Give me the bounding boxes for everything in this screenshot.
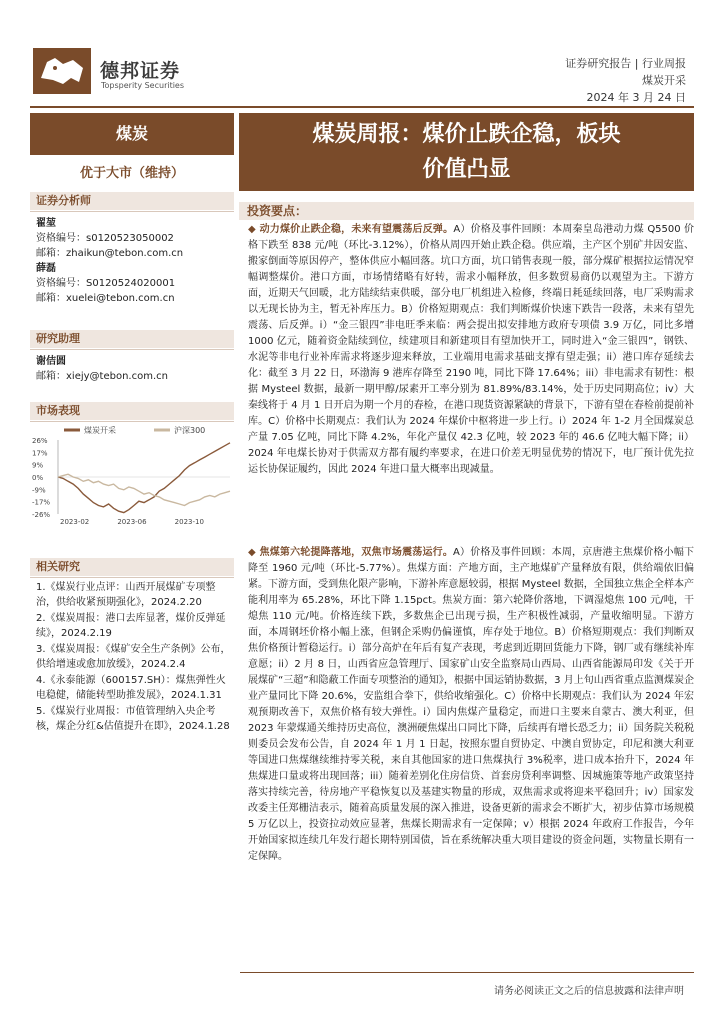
point-1 [248,222,694,478]
logo-text: 德邦证券 [100,60,181,82]
series-line-0 [58,443,230,513]
footer-divider [240,972,694,973]
title-line-2: 价值凸显 [422,157,511,182]
y-tick-label: 17% [32,449,48,458]
bullet-icon: ◆ [248,224,260,235]
legend-label: 煤炭开采 [84,426,116,435]
related-report-item[interactable]: 3.《煤炭周报：《煤矿安全生产条例》公布，供给增速或愈加放缓》，2024.2.4 [36,644,231,670]
logo-english: Topsperity Securities [101,81,185,90]
bullet-icon: ◆ [248,547,260,558]
title-line-1: 煤炭周报：煤价止跌企稳，板块 [312,122,621,147]
key-points-header: 投资要点： [239,202,694,220]
industry-label: 煤炭开采 [642,74,686,87]
y-tick-label: 9% [32,461,44,470]
market-performance-chart [30,424,234,526]
x-tick-label: 2023-10 [174,518,204,526]
sector-title: 煤炭 [30,113,234,155]
market-section-title: 市场表现 [30,402,234,420]
report-type: 证券研究报告 | 行业周报 [565,57,686,70]
analyst-cert: 资格编号：S0120524020001 [36,278,176,289]
assistant-section-title: 研究助理 [30,330,234,348]
related-report-item[interactable]: 1.《煤炭行业点评：山西开展煤矿专项整治，供给收紧预期强化》，2024.2.20 [36,582,216,608]
company-logo [33,48,91,94]
related-report-item[interactable]: 2.《煤炭周报：港口去库显著，煤价反弹延续》，2024.2.19 [36,613,226,639]
point-1-body: A）价格及事件回顾：本周秦皇岛港动力煤 Q5500 价格下跌至 838 元/吨（环比-3.12%），价格从周四开始止跌企稳。供应端，主产区个别矿井因安监、搬家倒面等原因停产，整体供应小幅回落。坑口方面，坑口销售表现一般，部分煤矿根据拉运情况窄幅调整煤价。港口方面，市场情绪略有好转，需求小幅释放，但多数贸易商仍以观望为主。下游方面，近期天气回暖，北方陆续结束供暖，部分电厂机组进入检修，终端日耗延续回落，电厂采购需求以无现长协为主，暂无补库压力。B）价格短期观点：我们判断煤价快速下跌告一段落，未来有望先震荡、后反弹。i）“金三银四”非电旺季来临：两会提出拟安排地方政府专项债 3.9 万亿，同比多增 1000 亿元，随着资金陆续到位，续建项目和新建项目有望加快开工，同时进入“金三银四”，钢铁、水泥等非电行业补库需求将逐步迎来释放，工业端用电需求基础支撑有望走强；ii）港口库存延续去化：截至 3 月 22 日，环渤海 9 港库存降至 2190 吨，同比下降 17.64%；iii）非电需求有韧性：根据 Mysteel 数据，最新一期甲醇/尿素开工率分别为 81.89%/83.14%，处于历史同期高位；iv）大秦线将于 4 月 1 日开启为期一个月的春检，在港口现货资源紧缺的背景下，下游有望在春检前提前补库。C）价格中长期观点：我们认为 2024 年煤价中枢将进一步上行。i）2024 年 1-2 月全国煤炭总产量 7.05 亿吨，同比下降 4.2%，年化产量仅 42.3 亿吨，较 2023 年的 46.6 亿吨大幅下降；ii）2024 年电煤长协对于供需双方都有履约率要求，在进口价差无明显优势的情况下，电厂预计优先拉运长协保证履约，因此 2024 年进口量大概率出现减量。 [248,224,695,475]
report-title [239,113,694,191]
analyst-email[interactable]: 邮箱：xuelei@tebon.com.cn [36,293,175,304]
x-tick-label: 2023-06 [117,518,147,526]
header-divider [30,106,694,108]
legend-label: 沪深300 [174,426,206,435]
analyst-name: 翟堃 [36,218,56,229]
related-report-item[interactable]: 5.《煤炭行业周报：市值管理纳入央企考核，煤企分红&估值提升在即》，2024.1.28 [36,706,230,732]
assistant-block [36,354,168,384]
point-2-body: A）价格及事件回顾：本周，京唐港主焦煤价格小幅下降至 1960 元/吨（环比-5.77%）。焦煤方面：产地方面，主产地煤矿产量释放有限，供给端依旧偏紧。下游方面，受到焦化限产影响，下游补库意愿较弱，根据 Mysteel 数据，全国独立焦企全样本产能利用率为 65.28%，环比下降 1.15pct。焦炭方面：第六轮降价落地，下调湿熄焦 100 元/吨，干熄焦 110 元/吨。价格连续下跌，多数焦企已出现亏损，生产积极性减弱，产量收缩明显。下游方面，本周钢坯价格小幅上涨，但钢企采购仍偏谨慎，库存处于地位。B）价格短期观点：我们判断双焦价格预计暂稳运行。i）部分高炉在年后有复产表现，考虑到近期回货能力下降，钢厂或有继续补库意愿；ii）2 月 8 日，山西省应急管理厅、国家矿山安全监察局山西局、山西省能源局印发《关于开展煤矿“三超”和隐蔽工作面专项整治的通知》，根据中国运销协数据，3 月上旬山西省重点监测煤炭企业产量同比下降 20.6%，安监组合拳下，供给收缩强化。C）价格中长期观点：我们认为 2024 年宏观预期改善下，双焦价格有较大弹性。i）国内焦煤产量稳定，而进口主要来自蒙古、澳大利亚，但 2023 年蒙煤通关维持历史高位，澳洲硬焦煤出口同比下降，后续再有增长恐乏力；ii）国务院关税税则委员会发布公告，自 2024 年 1 月 1 日起，按照东盟自贸协定、中澳自贸协定，印尼和澳大利亚等国进口焦煤继续维持零关税，来自其他国家的进口焦煤执行 3%税率，进口成本抬升下，2024 年焦煤进口量或将出现回落；iii）随着差别化住房信贷、首套房贷利率调整、因城施策等地产政策坚持落实持续完善，待房地产平稳恢复以及基建实物量的形成，双焦需求或将迎来平稳回升；iv）国家发改委主任郑栅洁表示，随着高质量发展的深入推进，设备更新的需求会不断扩大，初步估算市场规模 5 万亿以上，投资拉动效应显著，焦煤长期需求有一定保障；v）根据 2024 年政府工作报告，今年开始国家拟连续几年发行超长期特别国债，旨在系统解决重大项目建设的资金问题，实物量长期有一定保障。 [248,547,695,862]
y-tick-label: -26% [32,511,51,519]
analyst-block [36,216,183,306]
assistant-email[interactable]: 邮箱：xiejy@tebon.com.cn [36,371,168,382]
analyst-cert: 资格编号：s0120523050002 [36,233,174,244]
analyst-name: 薛磊 [36,263,56,274]
disclaimer: 请务必阅读正文之后的信息披露和法律声明 [494,986,684,997]
y-tick-label: 26% [32,437,48,445]
analyst-email[interactable]: 邮箱：zhaikun@tebon.com.cn [36,248,184,259]
bull-logo-icon [33,48,91,94]
y-tick-label: -9% [32,486,46,495]
y-tick-label: -17% [32,498,51,507]
y-tick-label: 0% [32,474,44,482]
report-date: 2024 年 3 月 24 日 [586,91,686,104]
related-report-item[interactable]: 4.《永泰能源（600157.SH）：煤焦弹性火电稳健，储能转型助推发展》，2024.1.31 [36,675,226,701]
x-tick-label: 2023-02 [60,518,90,526]
rating: 优于大市（维持） [79,166,184,181]
point-1-heading: 动力煤价止跌企稳，未来有望震荡后反弹。 [259,224,454,235]
analysts-section-title: 证券分析师 [30,192,234,210]
series-line-1 [58,474,230,505]
related-section-title: 相关研究 [30,558,234,576]
point-2-heading: 焦煤第六轮提降落地，双焦市场震荡运行。 [259,547,453,558]
point-2 [248,545,694,865]
related-reports-list [36,580,232,735]
assistant-name: 谢佶圆 [36,356,66,367]
